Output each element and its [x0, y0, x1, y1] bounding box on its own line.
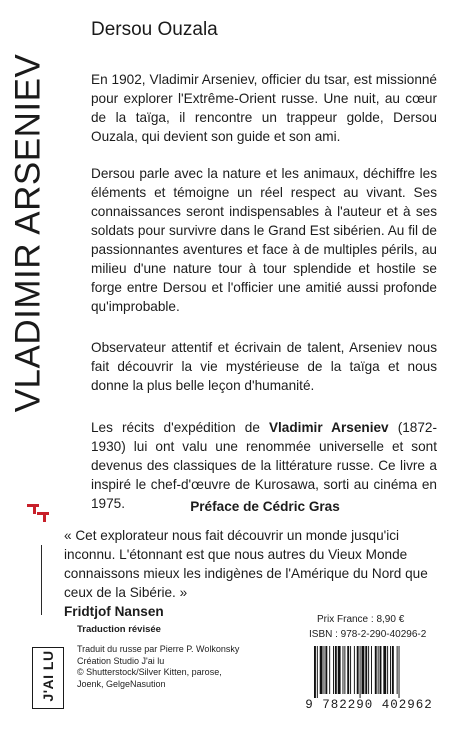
bio-text-start: Les récits d'expédition de [91, 420, 269, 435]
barcode-bar [338, 646, 341, 694]
barcode-bar [387, 646, 388, 694]
barcode-bar [399, 646, 400, 698]
barcode-bar [365, 646, 367, 694]
barcode-bar [354, 646, 355, 694]
barcode-bar [392, 646, 394, 694]
revised-translation-note: Traduction révisée [77, 624, 161, 635]
barcode-bar [357, 646, 359, 694]
bio-text-end: (1872-1930) lui ont valu une renommée universelle et sont devenus des classiques de la littérature russe. Ce livre a inspiré le chef-d'œuvre de Kurosawa, sorti au cinéma en 1975. [91, 420, 437, 511]
barcode-bar [375, 646, 377, 694]
preface-credit: Préface de Cédric Gras [190, 499, 340, 514]
barcode-bar [383, 646, 386, 694]
barcode-bar [378, 646, 379, 694]
barcode-bars [312, 646, 426, 698]
publishing-info [77, 624, 277, 690]
barcode-bar [344, 646, 345, 694]
barcode-bar [362, 646, 365, 694]
quote-author: Fridtjof Nansen [64, 604, 164, 619]
barcode-bar [320, 646, 323, 694]
author-name-vertical: VLADIMIR ARSENIEV [8, 53, 48, 413]
credit-line: Traduit du russe par Pierre P. Wolkonsky [77, 644, 240, 654]
barcode-bar [325, 646, 327, 694]
barcode-bar [324, 646, 325, 694]
credit-line: Création Studio J'ai lu [77, 655, 165, 666]
synopsis-paragraph-1: En 1902, Vladimir Arseniev, officier du tsar, est missionné pour explorer l'Extrême-Orient russe. Une nuit, au cœur de la taïga, il rencontre un trappeur golde, Dersou Ouzala, qui devient son guide et son ami. [91, 72, 437, 144]
barcode [300, 644, 438, 716]
barcode-bar [329, 646, 330, 694]
author-spine-title [6, 12, 50, 454]
bio-author-name: Vladimir Arseniev [268, 420, 389, 435]
barcode-bar [335, 646, 337, 694]
barcode-bar [343, 646, 344, 694]
synopsis-paragraph-2: Dersou parle avec la nature et les animaux, déchiffre les éléments et témoigne un réel respect au vivant. Ses connaissances seront indispensables à l'auteur et à ses soldats pour survivre dans le Grand Est sibérien. Au fil de passionnantes aventures et face à de multiples périls, au milieu d'une nature tour à tour splendide et hostile se forge entre Dersou et l'officier une amitié aussi profonde qu'improbable. [91, 166, 437, 314]
barcode-bar [350, 646, 351, 694]
barcode-bar [314, 646, 316, 698]
barcode-bar [371, 646, 372, 694]
isbn-label: ISBN : 978-2-290-40296-2 [309, 629, 427, 640]
logo-text: J'AI LU [40, 650, 56, 702]
quote-text: « Cet explorateur nous fait découvrir un monde jusqu'ici inconnu. L'étonnant est que nous autres du Vieux Monde connaissons mieux les indigènes de l'Amérique du Nord que ceux de la Sibérie. » [64, 528, 428, 600]
testimonial-quote [64, 526, 438, 621]
barcode-bar [347, 646, 349, 694]
quote-divider-line [41, 545, 42, 615]
barcode-bar [360, 646, 361, 698]
barcode-bar [380, 646, 382, 694]
barcode-bar [368, 646, 369, 694]
barcode-bar [397, 646, 398, 694]
barcode-bar [390, 646, 391, 694]
credit-line: © Shutterstock/Silver Kitten, parose, [77, 667, 222, 677]
synopsis-paragraph-3: Observateur attentif et écrivain de talent, Arseniev nous fait découvrir la vie mystérieuse de la taïga et nous donne la plus belle leçon d'humanité. [91, 340, 437, 393]
price-label: Prix France : 8,90 € [317, 614, 405, 625]
credits-block [77, 644, 277, 690]
credit-line: Joenk, GelgeNasution [77, 678, 166, 689]
quote-mark-icon [27, 504, 53, 534]
book-title: Dersou Ouzala [91, 19, 218, 40]
jai-lu-logo [32, 647, 64, 709]
barcode-bar [317, 646, 318, 698]
barcode-number: 9 782290 402962 [305, 698, 433, 712]
barcode-bar [333, 646, 334, 694]
